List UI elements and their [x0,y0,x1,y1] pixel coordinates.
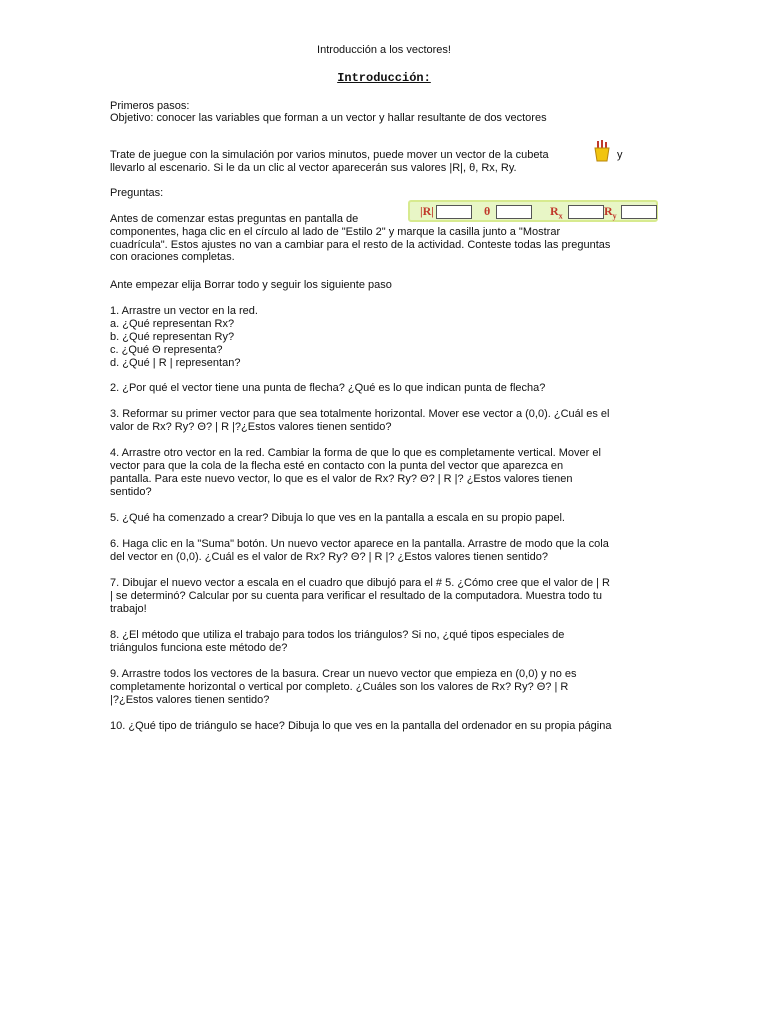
clear-instruction: Ante empezar elija Borrar todo y seguir los siguiente paso [110,279,392,291]
section-heading: Introducción: [337,71,431,85]
question-6-line2: del vector en (0,0). ¿Cuál es el valor de Rx? Ry? Θ? | R |? ¿Estos valores tienen sentido? [110,551,548,563]
question-9-line3: |?¿Estos valores tienen sentido? [110,694,270,706]
rx-label: $R_x$ [550,204,563,221]
question-1a: a. ¿Qué representan Rx? [110,318,235,330]
question-4-line2: vector para que la cola de la flecha esté en contacto con la punta del vector que aparezca en [110,460,564,472]
question-3-line2: valor de Rx? Ry? Θ? | R |?¿Estos valores tienen sentido? [110,421,392,433]
question-4-line4: sentido? [110,486,152,498]
question-2: 2. ¿Por qué el vector tiene una punta de flecha? ¿Qué es lo que indican punta de flecha? [110,382,546,394]
question-4-line1: 4. Arrastre otro vector en la red. Cambiar la forma de que lo que es completamente vertical. Mover el [110,447,601,459]
before-text-line2: componentes, haga clic en el círculo al lado de "Estilo 2" y marque la casilla junto a "Mostrar [110,226,561,238]
question-4-line3: pantalla. Para este nuevo vector, lo que es el valor de Rx? Ry? Θ? | R |? ¿Estos valores tienen [110,473,573,485]
before-text-line4: con oraciones completas. [110,251,235,263]
r-magnitude-label: |R| [420,204,434,218]
questions-label: Preguntas: [110,187,164,199]
question-1c: c. ¿Qué Θ representa? [110,344,223,356]
ry-label: $R_y$ [604,204,617,221]
ry-field[interactable] [621,205,657,219]
question-9-line1: 9. Arrastre todos los vectores de la basura. Crear un nuevo vector que empieza en (0,0) y no es [110,668,577,680]
question-7-line1: 7. Dibujar el nuevo vector a escala en el cuadro que dibujó para el # 5. ¿Cómo cree que el valor de | R [110,577,610,589]
r-magnitude-field[interactable] [436,205,472,219]
question-7-line2: | se determinó? Calcular por su cuenta para verificar el resultado de la computadora. Muestra todo tu [110,590,603,602]
theta-field[interactable] [496,205,532,219]
objective-text: Objetivo: conocer las variables que forman a un vector y hallar resultante de dos vectores [110,112,547,124]
document-title: Introducción a los vectores! [317,44,451,56]
intro-text-line1: Trate de juegue con la simulación por varios minutos, puede mover un vector de la cubeta [110,149,549,161]
question-5: 5. ¿Qué ha comenzado a crear? Dibuja lo que ves en la pantalla a escala en su propio papel. [110,512,565,524]
question-9-line2: completamente horizontal o vertical por completo. ¿Cuáles son los valores de Rx? Ry? Θ? | R [110,681,569,693]
before-text-line1: Antes de comenzar estas preguntas en pantalla de [110,213,359,225]
bucket-icon [592,140,612,162]
question-6-line1: 6. Haga clic en la "Suma" botón. Un nuevo vector aparece en la pantalla. Arrastre de modo que la cola [110,538,609,550]
question-8-line2: triángulos funciona este método de? [110,642,288,654]
rx-field[interactable] [568,205,604,219]
question-1: 1. Arrastre un vector en la red. [110,305,258,317]
question-1d: d. ¿Qué | R | representan? [110,357,241,369]
first-steps-label: Primeros pasos: [110,100,190,112]
theta-label: θ [484,204,491,218]
question-1b: b. ¿Qué representan Ry? [110,331,235,343]
question-10: 10. ¿Qué tipo de triángulo se hace? Dibuja lo que ves en la pantalla del ordenador en su propia página [110,720,612,732]
question-8-line1: 8. ¿El método que utiliza el trabajo para todos los triángulos? Si no, ¿qué tipos especiales de [110,629,565,641]
vector-values-toolbar [408,200,658,222]
question-7-line3: trabajo! [110,603,147,615]
intro-text-line2: llevarlo al escenario. Si le da un clic al vector aparecerán sus valores |R|, θ, Rx, Ry. [110,162,517,174]
intro-text-y: y [617,149,623,161]
before-text-line3: cuadrícula". Estos ajustes no van a cambiar para el resto de la actividad. Conteste todas las preguntas [110,239,611,251]
question-3-line1: 3. Reformar su primer vector para que sea totalmente horizontal. Mover ese vector a (0,0). ¿Cuál es el [110,408,610,420]
